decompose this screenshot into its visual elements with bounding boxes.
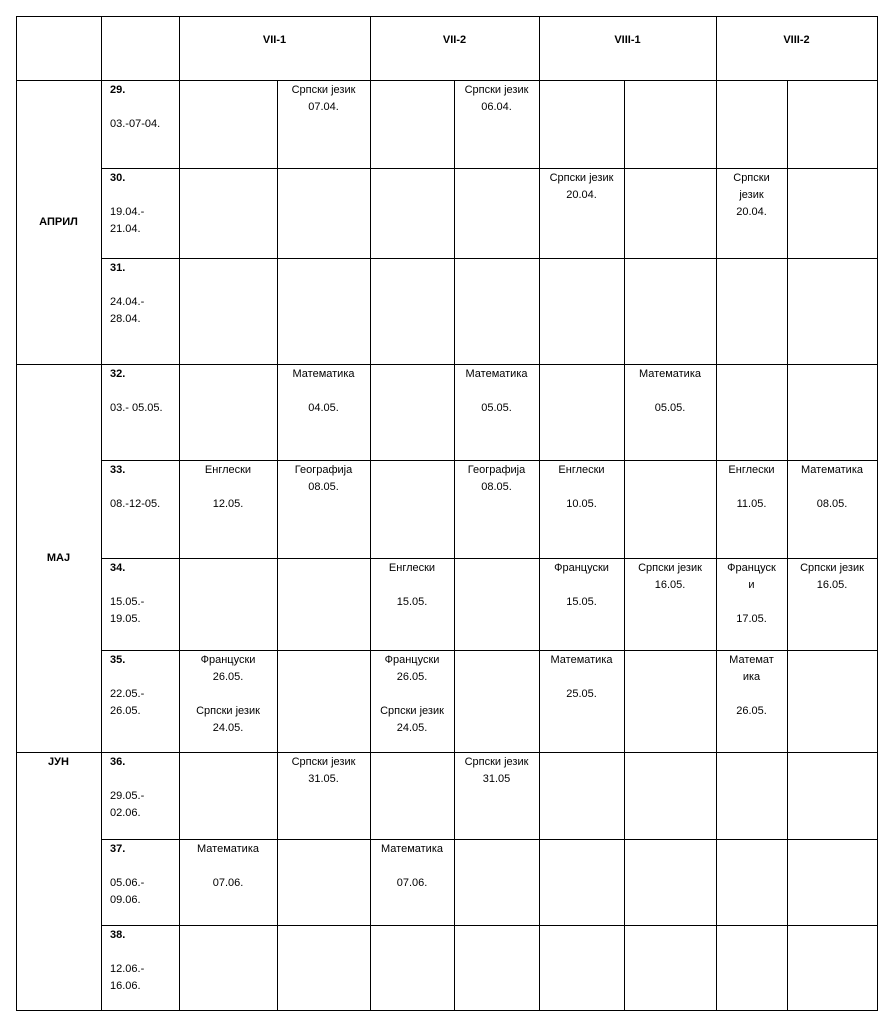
test-entry: 16.05. bbox=[654, 579, 686, 591]
month-divider bbox=[16, 752, 877, 753]
week-dates: 21.04. bbox=[110, 223, 141, 235]
week-dates: 22.05.- bbox=[110, 688, 145, 700]
test-entry: Српски језик bbox=[291, 756, 356, 768]
class-header: VIII-2 bbox=[783, 34, 810, 46]
test-entry: 25.05. bbox=[566, 688, 597, 700]
week-dates: 09.06. bbox=[110, 894, 141, 906]
test-entry: Математика bbox=[465, 368, 528, 380]
week-number: 31. bbox=[110, 262, 126, 274]
test-entry: 31.05. bbox=[308, 773, 339, 785]
test-entry: 04.05. bbox=[308, 402, 339, 414]
test-entry: и bbox=[748, 579, 755, 591]
table-border-top bbox=[16, 16, 878, 17]
test-entry: Француски bbox=[384, 654, 440, 666]
test-entry: Математика bbox=[381, 843, 443, 855]
test-entry: Математика bbox=[292, 368, 355, 380]
column-divider bbox=[179, 80, 180, 1010]
column-divider bbox=[370, 80, 371, 1010]
row-divider bbox=[101, 460, 877, 461]
week-dates: 03.-07-04. bbox=[110, 118, 161, 130]
test-entry: 16.05. bbox=[816, 579, 848, 591]
test-entry: 07.06. bbox=[396, 877, 428, 889]
week-dates: 28.04. bbox=[110, 313, 141, 325]
test-entry: Српски језик bbox=[800, 562, 864, 574]
week-dates: 19.05. bbox=[110, 613, 141, 625]
week-number: 33. bbox=[110, 464, 126, 476]
test-entry: 12.05. bbox=[212, 498, 244, 510]
test-entry: 10.05. bbox=[566, 498, 597, 510]
test-entry: 24.05. bbox=[396, 722, 428, 734]
week-dates: 19.04.- bbox=[110, 206, 145, 218]
test-entry: 08.05. bbox=[816, 498, 848, 510]
test-entry: 05.05. bbox=[481, 402, 512, 414]
test-entry: 20.04. bbox=[736, 206, 767, 218]
test-entry: Географија bbox=[294, 464, 353, 476]
test-entry: Француски bbox=[200, 654, 256, 666]
week-dates: 15.05.- bbox=[110, 596, 145, 608]
test-entry: Српски језик bbox=[196, 705, 260, 717]
month-label: МАЈ bbox=[46, 552, 71, 564]
column-divider bbox=[101, 80, 102, 1010]
test-entry: 07.06. bbox=[212, 877, 244, 889]
test-entry: Српски језик bbox=[464, 84, 529, 96]
test-entry: 15.05. bbox=[396, 596, 428, 608]
month-label: ЈУН bbox=[48, 756, 69, 768]
test-entry: 26.05. bbox=[396, 671, 428, 683]
month-divider bbox=[16, 364, 877, 365]
test-entry: Француск bbox=[727, 562, 776, 574]
week-dates: 05.06.- bbox=[110, 877, 145, 889]
test-entry: језик bbox=[739, 189, 764, 201]
test-entry: Француски bbox=[554, 562, 609, 574]
week-dates: 16.06. bbox=[110, 980, 141, 992]
test-entry: Српски језик bbox=[638, 562, 702, 574]
test-entry: Математика bbox=[801, 464, 863, 476]
row-divider bbox=[101, 839, 877, 840]
header-column-divider bbox=[101, 16, 102, 80]
week-number: 30. bbox=[110, 172, 126, 184]
week-number: 29. bbox=[110, 84, 126, 96]
class-header: VIII-1 bbox=[614, 34, 641, 46]
week-number: 37. bbox=[110, 843, 126, 855]
week-number: 36. bbox=[110, 756, 126, 768]
week-dates: 12.06.- bbox=[110, 963, 145, 975]
class-header: VII-2 bbox=[442, 34, 467, 46]
week-dates: 26.05. bbox=[110, 705, 141, 717]
test-entry: 05.05. bbox=[654, 402, 686, 414]
header-divider bbox=[16, 80, 877, 81]
row-divider bbox=[101, 168, 877, 169]
row-divider bbox=[101, 258, 877, 259]
test-entry: Српски језик bbox=[291, 84, 356, 96]
test-entry: 06.04. bbox=[481, 101, 512, 113]
test-entry: ика bbox=[742, 671, 761, 683]
test-entry: Енглески bbox=[728, 464, 775, 476]
test-entry: Српски језик bbox=[464, 756, 529, 768]
test-entry: Математика bbox=[550, 654, 613, 666]
week-number: 35. bbox=[110, 654, 126, 666]
test-entry: Математика bbox=[197, 843, 259, 855]
test-entry: 24.05. bbox=[212, 722, 244, 734]
month-label: АПРИЛ bbox=[39, 216, 78, 228]
week-dates: 02.06. bbox=[110, 807, 141, 819]
row-divider bbox=[101, 558, 877, 559]
week-dates: 29.05.- bbox=[110, 790, 145, 802]
table-border-left bbox=[16, 16, 17, 1011]
test-entry: Српски језик bbox=[549, 172, 614, 184]
test-entry: Српски језик bbox=[380, 705, 444, 717]
column-divider bbox=[277, 80, 278, 1010]
table-border-right bbox=[877, 16, 878, 1011]
test-entry: 08.05. bbox=[308, 481, 339, 493]
test-entry: Енглески bbox=[388, 562, 436, 574]
test-entry: 26.05. bbox=[212, 671, 244, 683]
test-entry: 08.05. bbox=[481, 481, 512, 493]
column-divider bbox=[454, 80, 455, 1010]
week-number: 38. bbox=[110, 929, 126, 941]
test-entry: 17.05. bbox=[736, 613, 767, 625]
test-entry: Географија bbox=[467, 464, 526, 476]
test-entry: Математ bbox=[729, 654, 774, 666]
column-divider bbox=[624, 80, 625, 1010]
test-entry: Српски bbox=[733, 172, 770, 184]
test-entry: Енглески bbox=[204, 464, 252, 476]
class-header: VII-1 bbox=[262, 34, 287, 46]
row-divider bbox=[101, 925, 877, 926]
test-entry: 07.04. bbox=[308, 101, 339, 113]
test-entry: 20.04. bbox=[566, 189, 597, 201]
table-border-bottom bbox=[16, 1010, 878, 1011]
test-entry: 15.05. bbox=[566, 596, 597, 608]
test-entry: Математика bbox=[639, 368, 701, 380]
test-entry: Енглески bbox=[558, 464, 605, 476]
week-number: 32. bbox=[110, 368, 126, 380]
test-entry: 31.05 bbox=[482, 773, 511, 785]
row-divider bbox=[101, 650, 877, 651]
column-divider bbox=[539, 80, 540, 1010]
column-divider bbox=[787, 80, 788, 1010]
week-number: 34. bbox=[110, 562, 126, 574]
test-entry: 26.05. bbox=[736, 705, 767, 717]
week-dates: 03.- 05.05. bbox=[110, 402, 163, 414]
test-entry: 11.05. bbox=[736, 498, 767, 510]
week-dates: 08.-12-05. bbox=[110, 498, 161, 510]
week-dates: 24.04.- bbox=[110, 296, 145, 308]
